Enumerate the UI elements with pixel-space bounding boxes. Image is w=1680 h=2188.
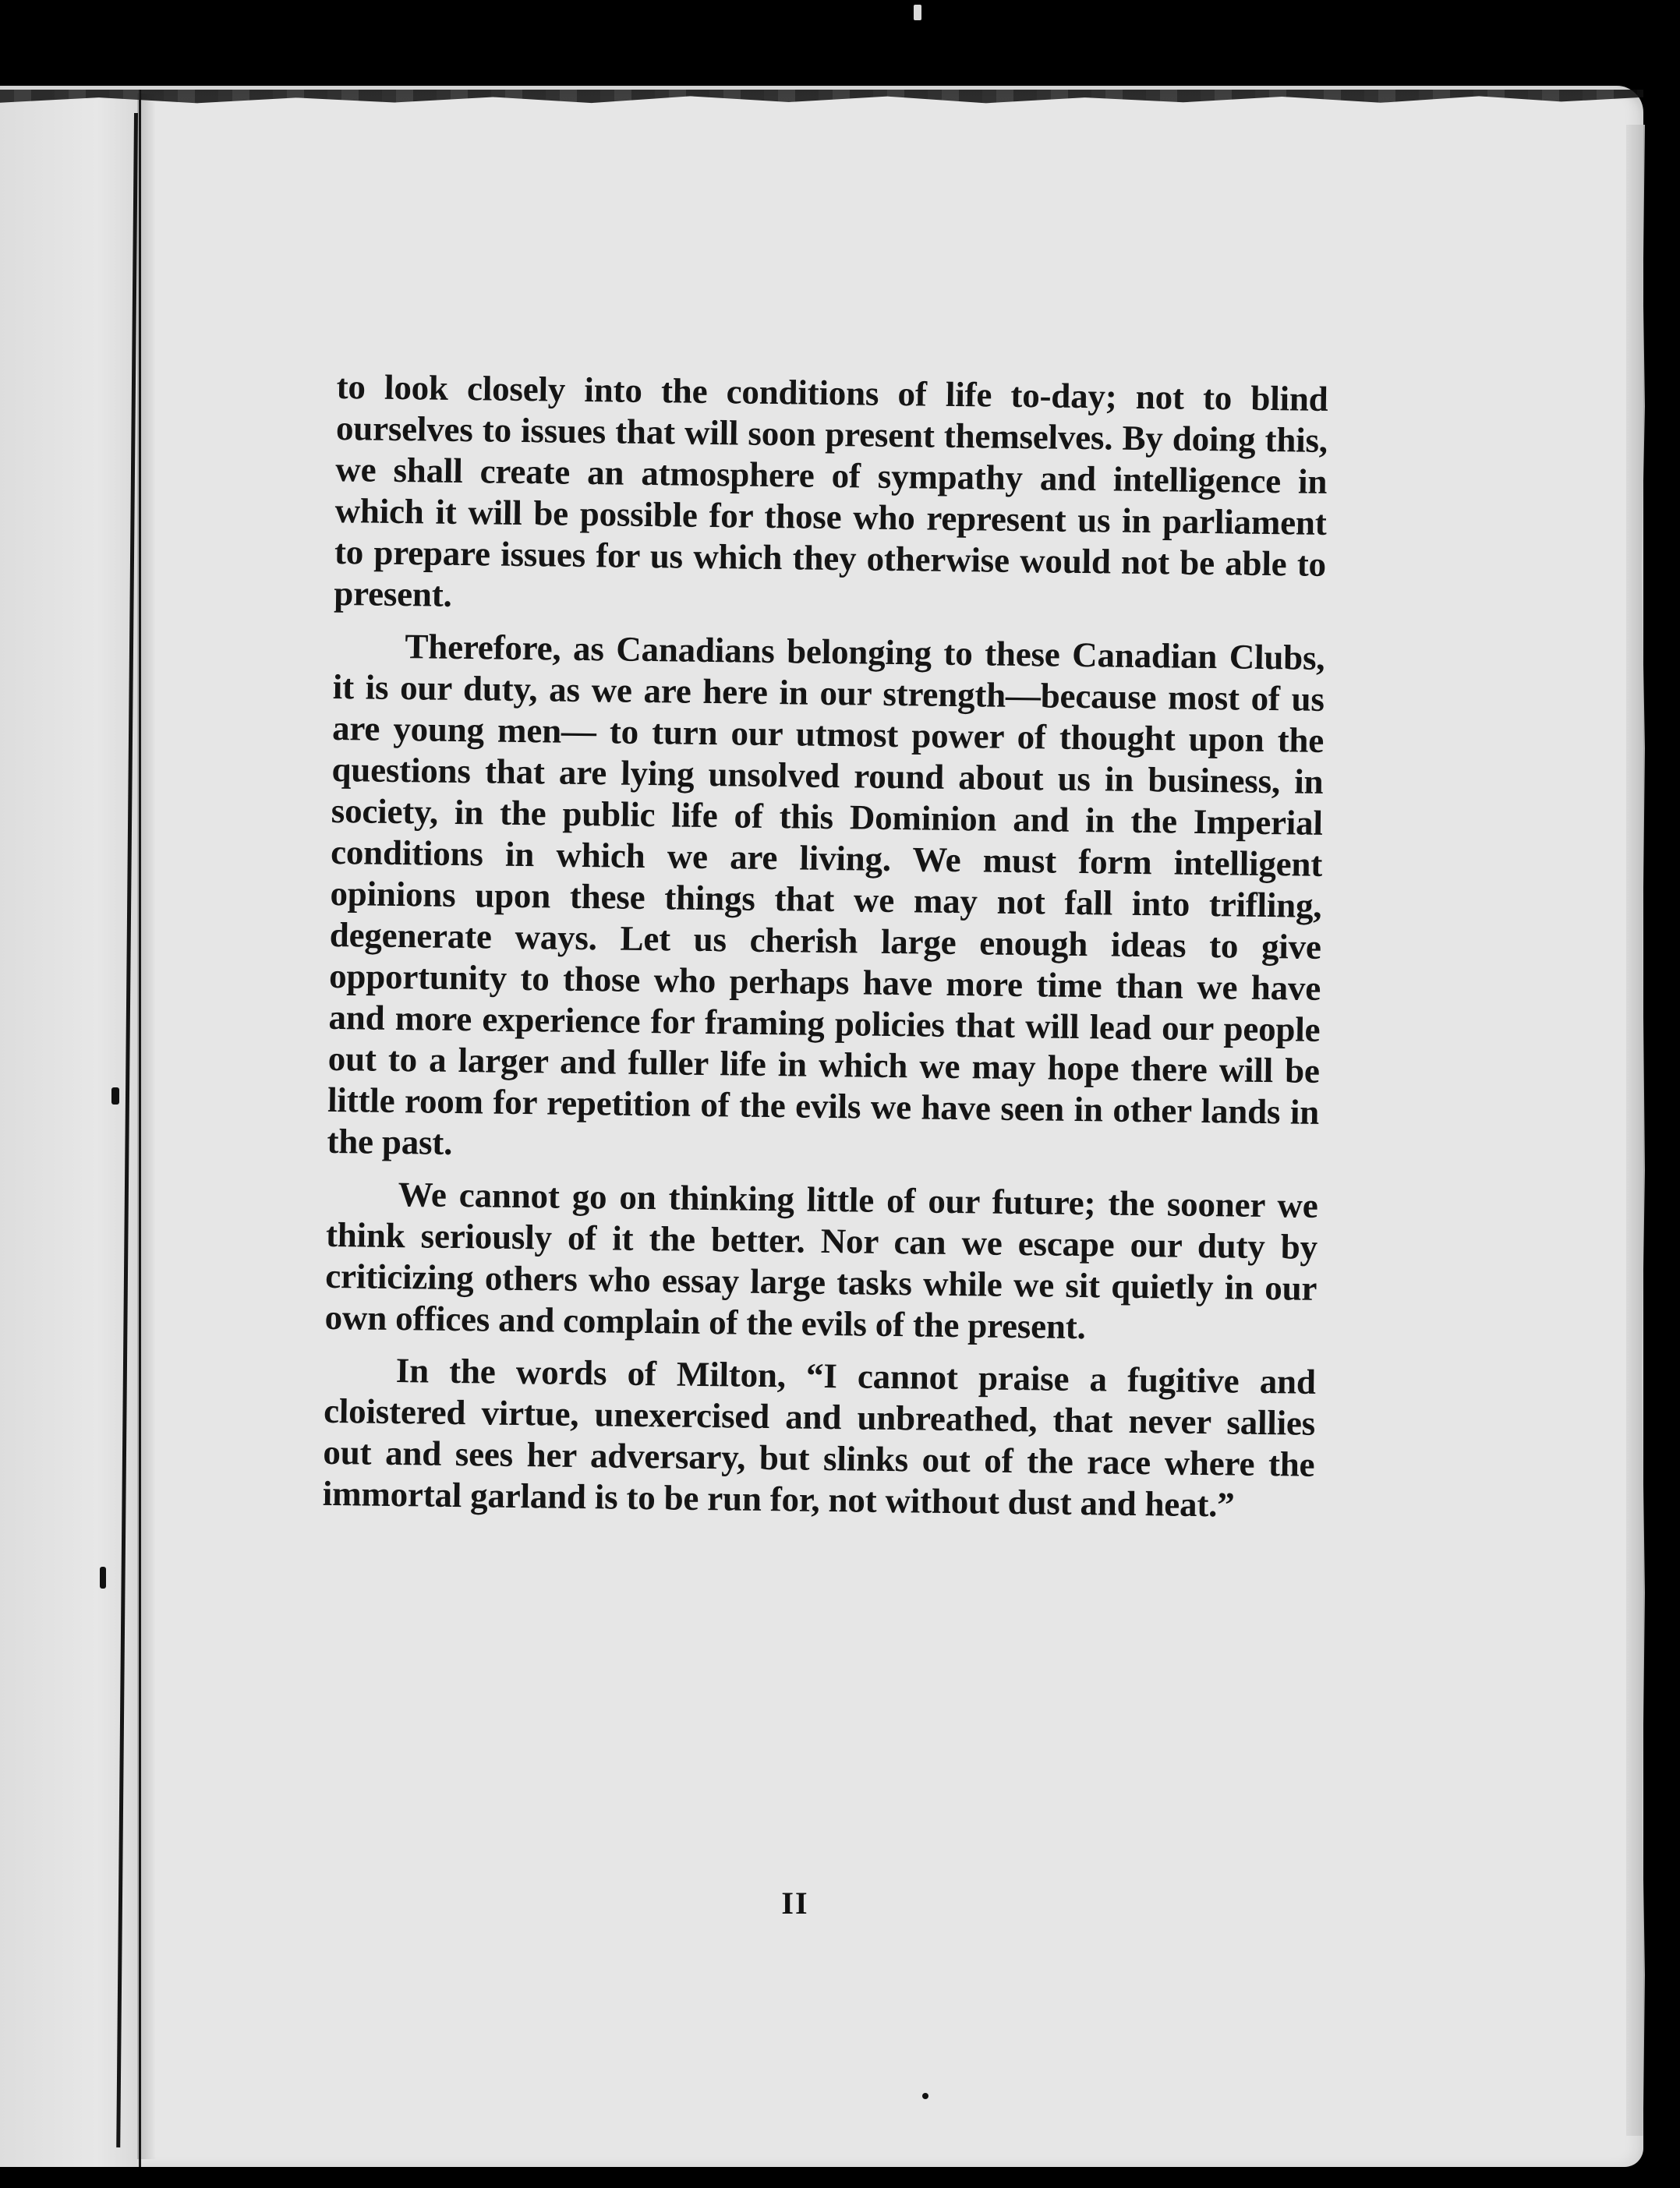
- paragraph-2: Therefore, as Canadians belonging to these Canadian Clubs, it is our duty, as we are here in our strength—because most of us are young men— to turn our utmost power of thought upon the questions that are lying unsolved round about us in business, in society, in the public life of this Dominion and in the Imperial conditions in which we are living. We must form intelligent opinions upon these things that we may not fall into trifling, degenerate ways. Let us cherish large enough ideas to give opportunity to those who perhaps have more time than we have and more experience for framing policies that will lead our people out to a larger and fuller life in which we may hope there will be little room for repetition of the evils we have seen in other lands in the past.: [327, 627, 1325, 1162]
- document-text: [322, 366, 1328, 1527]
- paragraph-4: In the words of Milton, “I cannot praise a fugitive and cloistered virtue, unexercised and unbreathed, that never sallies out and sees her adversary, but slinks out of the race where the immortal garland is to be run for, not without dust and heat.”: [322, 1351, 1317, 1525]
- paragraph-3: We cannot go on thinking little of our future; the sooner we think seriously of it the better. Nor can we escape our duty by criticizing others who essay large tasks while we sit quietly in our own offices and complain of the evils of the present.: [324, 1175, 1318, 1347]
- page-number: II: [781, 1886, 809, 1921]
- ink-speck: [100, 1567, 106, 1589]
- right-page-edge: [1626, 125, 1645, 2136]
- ink-speck: [922, 2093, 928, 2099]
- gutter-shadow: [137, 94, 156, 2159]
- ink-speck: [111, 1087, 119, 1105]
- ink-speck: [914, 5, 921, 20]
- paragraph-1: to look closely into the conditions of life to-day; not to blind ourselves to issues that will soon present themselves. By doing this, we shall create an atmosphere of sympathy and intelligence in which it will be possible for those who represent us in parliament to prepare issues for us which they otherwise would not be able to present.: [334, 366, 1328, 614]
